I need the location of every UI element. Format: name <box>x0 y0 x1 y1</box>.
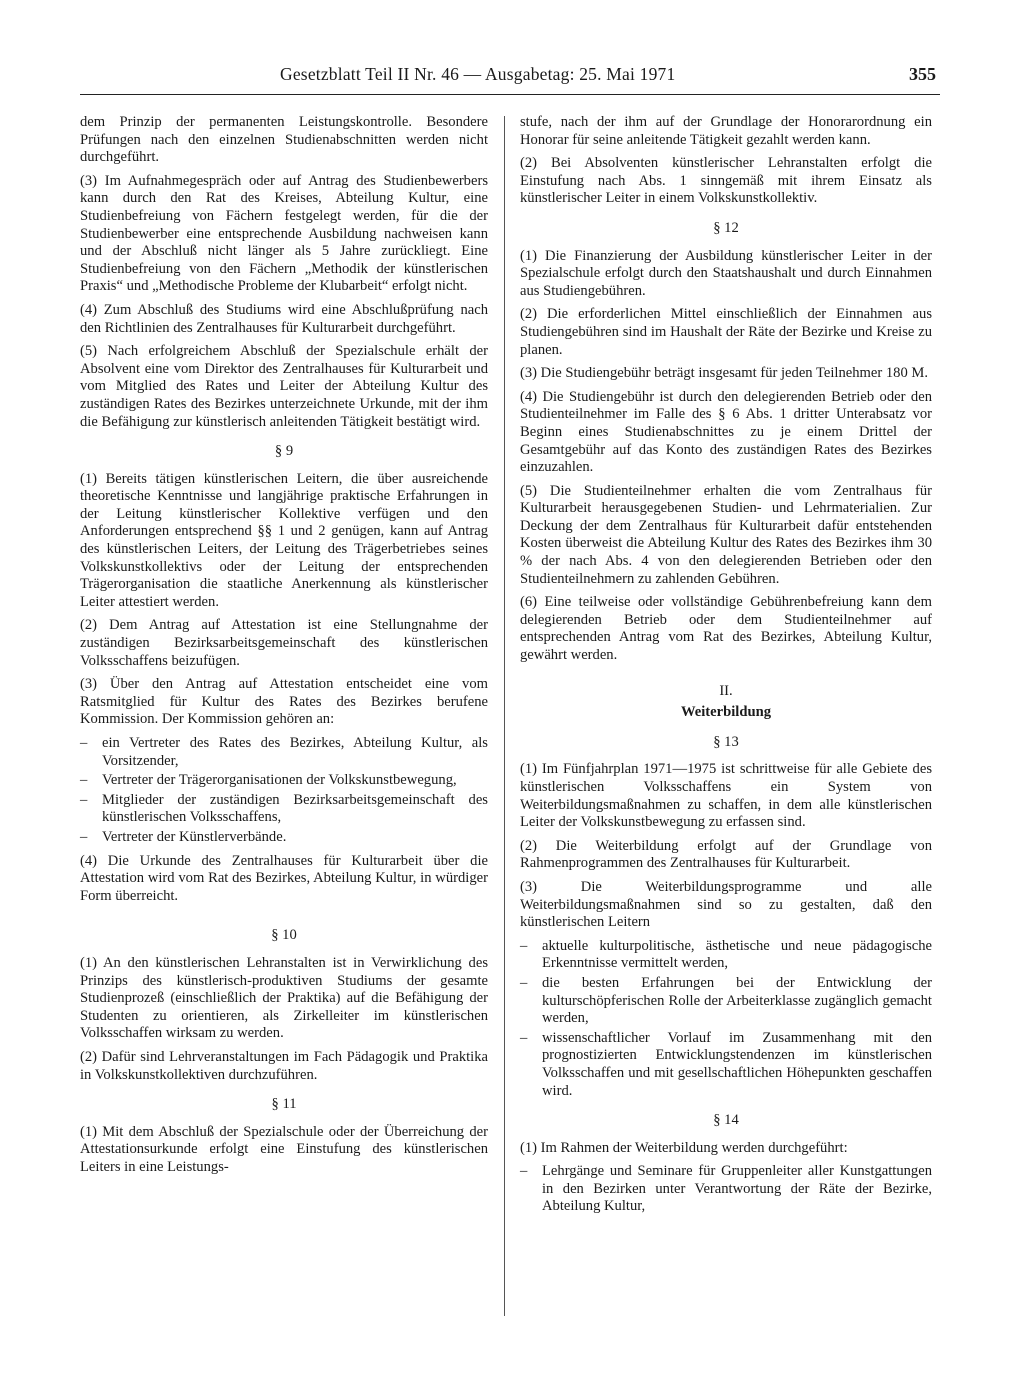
part-number: II. <box>719 682 733 699</box>
paragraph: (1) Bereits tätigen künstlerischen Leitern, die über ausreichende theoretische Kenntnisse und langjährige praktische Erfahrungen in der Leitung künstlerischer Kollektive verfügen und den Anforderungen entsprechend §§ 1 und 2 genügen, kann auf Antrag des künstlerischen Leiters, der Leitung des Trägerbetriebes seines Volkskunstkollektivs oder der Leitung der entsprechenden Trägerorganisation die staatliche Anerkennung als künstlerischer Leiter attestiert werden. <box>80 470 488 610</box>
paragraph: (6) Eine teilweise oder vollständige Gebührenbefreiung kann dem delegierenden Betrieb oder dem Studienteilnehmer auf entsprechenden Antrag vom Rat des Bezirkes, Abteilung Kultur, gewährt werden. <box>520 594 932 664</box>
paragraph: (1) An den künstlerischen Lehranstalten ist in Verwirklichung des Prinzips des künstlerisch-produktiven Studiums der gesamte Studienprozeß (einschließlich der Praktika) auf die Befähigung der Studenten zu orientieren, als Zirkelleiter im künstlerischen Volksschaffen wirksam zu werden. <box>80 954 488 1042</box>
paragraph: (2) Dafür sind Lehrveranstaltungen im Fach Pädagogik und Praktika in Volkskunstkollektiven durchzuführen. <box>80 1048 488 1083</box>
paragraph: (4) Die Urkunde des Zentralhauses für Kulturarbeit über die Attestation wird vom Rat des Bezirkes, Abteilung Kultur, in würdiger Form überreicht. <box>80 852 488 904</box>
left-column <box>80 114 488 1182</box>
list-item: – aktuelle kulturpolitische, ästhetische und neue pädagogische Erkenntnisse vermittelt werden, <box>520 938 932 973</box>
paragraph: (4) Die Studiengebühr ist durch den delegierenden Betrieb oder den Studienteilnehmer im Falle des § 6 Abs. 1 dritter Unterabsatz vor Beginn eines Studienabschnittes zu je einem Drittel der Gesamtgebühr auf das Konto des zuständigen Rates des Bezirkes einzuzahlen. <box>520 388 932 476</box>
measures-list <box>520 1163 932 1216</box>
paragraph: stufe, nach der ihm auf der Grundlage der Honorarordnung ein Honorar für seine anleitende Tätigkeit gezahlt werden kann. <box>520 114 932 148</box>
column-divider <box>504 116 505 1316</box>
paragraph: (2) Die erforderlichen Mittel einschließlich der Einnahmen aus Studiengebühren sind im Haushalt der Räte der Bezirke und Kreise zu planen. <box>520 306 932 358</box>
commission-list <box>80 735 488 847</box>
paragraph: (5) Die Studienteilnehmer erhalten die vom Zentralhaus für Kulturarbeit herausgegebenen Studien- und Lehrmaterialien. Zur Deckung der dem Zentralhaus für Kulturarbeit dafür entstehenden Kosten überweist die Abteilung Kultur des Rates des Bezirkes ihm 30 % der nach Abs. 4 von den delegierenden Betrieben oder den Studienteilnehmern zu zahlenden Gebühren. <box>520 482 932 587</box>
list-item: – die besten Erfahrungen bei der Entwicklung der kulturschöpferischen Rolle der Arbeiterklasse zugänglich gemacht werden, <box>520 975 932 1028</box>
paragraph: (3) Die Weiterbildungsprogramme und alle Weiterbildungsmaßnahmen sind so zu gestalten, daß den künstlerischen Leitern <box>520 878 932 931</box>
part-heading: Weiterbildung <box>680 704 771 721</box>
section-heading-13: § 13 <box>713 733 739 750</box>
paragraph: dem Prinzip der permanenten Leistungskontrolle. Besondere Prüfungen nach den einzelnen Studienabschnitten werden nicht durchgeführt. <box>80 114 488 166</box>
section-heading-9: § 9 <box>274 443 294 460</box>
paragraph: (2) Die Weiterbildung erfolgt auf der Grundlage von Rahmenprogrammen des Zentralhauses für Kulturarbeit. <box>520 837 932 872</box>
paragraph: (3) Über den Antrag auf Attestation entscheidet eine vom Ratsmitglied für Kultur des Rates des Bezirkes berufene Kommission. Der Kommission gehören an: <box>80 676 488 728</box>
list-item: – ein Vertreter des Rates des Bezirkes, Abteilung Kultur, als Vorsitzender, <box>80 735 488 770</box>
section-heading-11: § 11 <box>271 1096 297 1113</box>
paragraph: (2) Dem Antrag auf Attestation ist eine Stellungnahme der zuständigen Bezirksarbeitsgemeinschaft des künstlerischen Volksschaffens beizufügen. <box>80 617 488 669</box>
list-item: – Vertreter der Künstlerverbände. <box>80 829 488 847</box>
list-item: – wissenschaftlicher Vorlauf im Zusammenhang mit den prognostizierten Entwicklungstendenzen im künstlerischen Volksschaffen und mit gesellschaftlichen Höhepunkten geschaffen wird. <box>520 1030 932 1100</box>
paragraph: (1) Im Rahmen der Weiterbildung werden durchgeführt: <box>520 1139 848 1156</box>
page-header <box>80 60 940 95</box>
section-heading-12: § 12 <box>713 219 739 236</box>
paragraph: (3) Die Studiengebühr beträgt insgesamt für jeden Teilnehmer 180 M. <box>520 365 929 382</box>
paragraph: (4) Zum Abschluß des Studiums wird eine Abschlußprüfung nach den Richtlinien des Zentralhauses für Kulturarbeit durchgeführt. <box>80 301 488 336</box>
paragraph: (5) Nach erfolgreichem Abschluß der Spezialschule erhält der Absolvent eine vom Direktor des Zentralhauses für Kulturarbeit und vom Mitglied des Rates und Leiter der Abteilung Kultur des zuständigen Rates des Bezirkes unterzeichnete Urkunde, mit der ihm die Befähigung zur künstlerisch anleitenden Tätigkeit bestätigt wird. <box>80 343 488 430</box>
paragraph: (3) Im Aufnahmegespräch oder auf Antrag des Studienbewerbers kann durch den Rat des Kreises, Abteilung Kultur, eine Studienbefreiung von Fächern festgelegt werden, für die der Studienbewerber eine entsprechende Ausbildung nachweisen kann und der Abschluß nicht länger als 5 Jahre zurückliegt. Eine Studienbefreiung von den Fächern „Methodik der künstlerischen Praxis“ und „Methodische Probleme der Klubarbeit“ erfolgt nicht. <box>80 172 488 295</box>
section-heading-14: § 14 <box>713 1112 739 1129</box>
list-item: – Mitglieder der zuständigen Bezirksarbeitsgemeinschaft des künstlerischen Volksschaffens, <box>80 792 488 827</box>
page-number: 355 <box>909 64 936 84</box>
paragraph: (1) Die Finanzierung der Ausbildung künstlerischer Leiter in der Spezialschule erfolgt durch den Staatshaushalt und durch Einnahmen aus Studiengebühren. <box>520 247 932 299</box>
paragraph: (2) Bei Absolventen künstlerischer Lehranstalten erfolgt die Einstufung nach Abs. 1 sinngemäß mit ihrem Einsatz als künstlerischer Leiter in einem Volkskunstkollektiv. <box>520 155 932 207</box>
header-title: Gesetzblatt Teil II Nr. 46 — Ausgabetag: 25. Mai 1971 <box>280 64 676 84</box>
list-item: – Vertreter der Trägerorganisationen der Volkskunstbewegung, <box>80 772 488 790</box>
section-heading-10: § 10 <box>271 927 297 944</box>
right-column <box>520 114 932 1222</box>
goals-list <box>520 938 932 1100</box>
paragraph: (1) Mit dem Abschluß der Spezialschule oder der Überreichung der Attestationsurkunde erfolgt eine Einstufung des künstlerischen Leiters in eine Leistungs- <box>80 1123 488 1175</box>
list-item: – Lehrgänge und Seminare für Gruppenleiter aller Kunstgattungen in den Bezirken unter Verantwortung der Räte der Bezirke, Abteilung Kultur, <box>520 1163 932 1216</box>
paragraph: (1) Im Fünfjahrplan 1971—1975 ist schrittweise für alle Gebiete des künstlerischen Volksschaffens ein System von Weiterbildungsmaßnahmen zu schaffen, in dem alle künstlerischen Leiter der Volkskunstbewegung zu erfassen sind. <box>520 761 932 831</box>
